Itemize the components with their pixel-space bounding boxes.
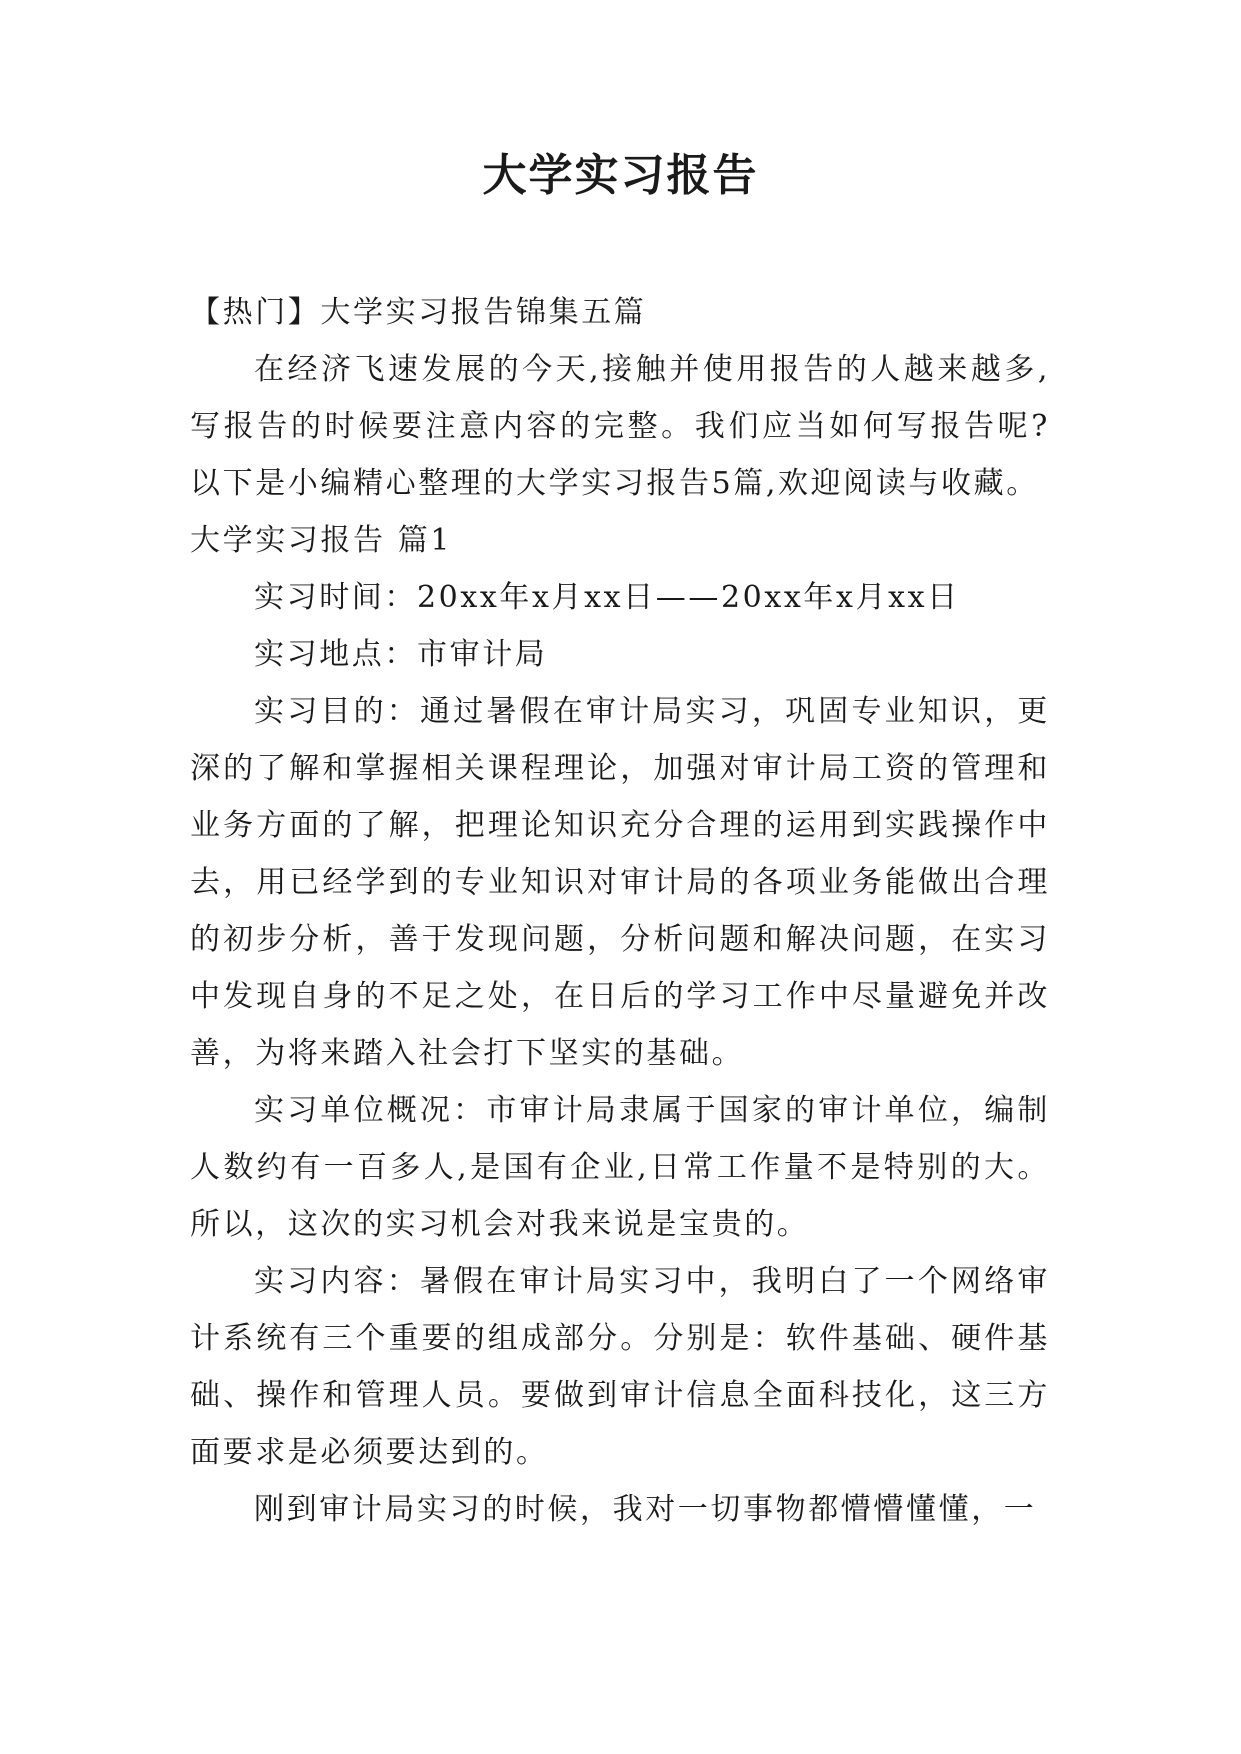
document-body <box>190 284 1050 1538</box>
internship-location: 实习地点：市审计局 <box>254 637 548 672</box>
unit-overview: 实习单位概况：市审计局隶属于国家的审计单位，编制人数约有一百多人,是国有企业,日常工作量不是特别的大。所以，这次的实习机会对我来说是宝贵的。 <box>190 1093 1050 1242</box>
intro-heading: 【热门】大学实习报告锦集五篇 <box>190 295 647 330</box>
section-heading: 大学实习报告 篇1 <box>190 523 453 558</box>
internship-time: 实习时间：20xx年x月xx日——20xx年x月xx日 <box>254 580 960 615</box>
document-title: 大学实习报告 <box>482 150 759 201</box>
intro-paragraph: 在经济飞速发展的今天,接触并使用报告的人越来越多,写报告的时候要注意内容的完整。我们应当如何写报告呢?以下是小编精心整理的大学实习报告5篇,欢迎阅读与收藏。 <box>190 352 1050 501</box>
paragraph-continued: 刚到审计局实习的时候，我对一切事物都懵懵懂懂，一 <box>254 1492 1037 1527</box>
internship-purpose: 实习目的：通过暑假在审计局实习，巩固专业知识，更深的了解和掌握相关课程理论，加强对审计局工资的管理和业务方面的了解，把理论知识充分合理的运用到实践操作中去，用已经学到的专业知识对审计局的各项业务能做出合理的初步分析，善于发现问题，分析问题和解决问题，在实习中发现自身的不足之处，在日后的学习工作中尽量避免并改善，为将来踏入社会打下坚实的基础。 <box>190 694 1050 1071</box>
internship-content: 实习内容：暑假在审计局实习中，我明白了一个网络审计系统有三个重要的组成部分。分别是：软件基础、硬件基础、操作和管理人员。要做到审计信息全面科技化，这三方面要求是必须要达到的。 <box>190 1264 1050 1470</box>
